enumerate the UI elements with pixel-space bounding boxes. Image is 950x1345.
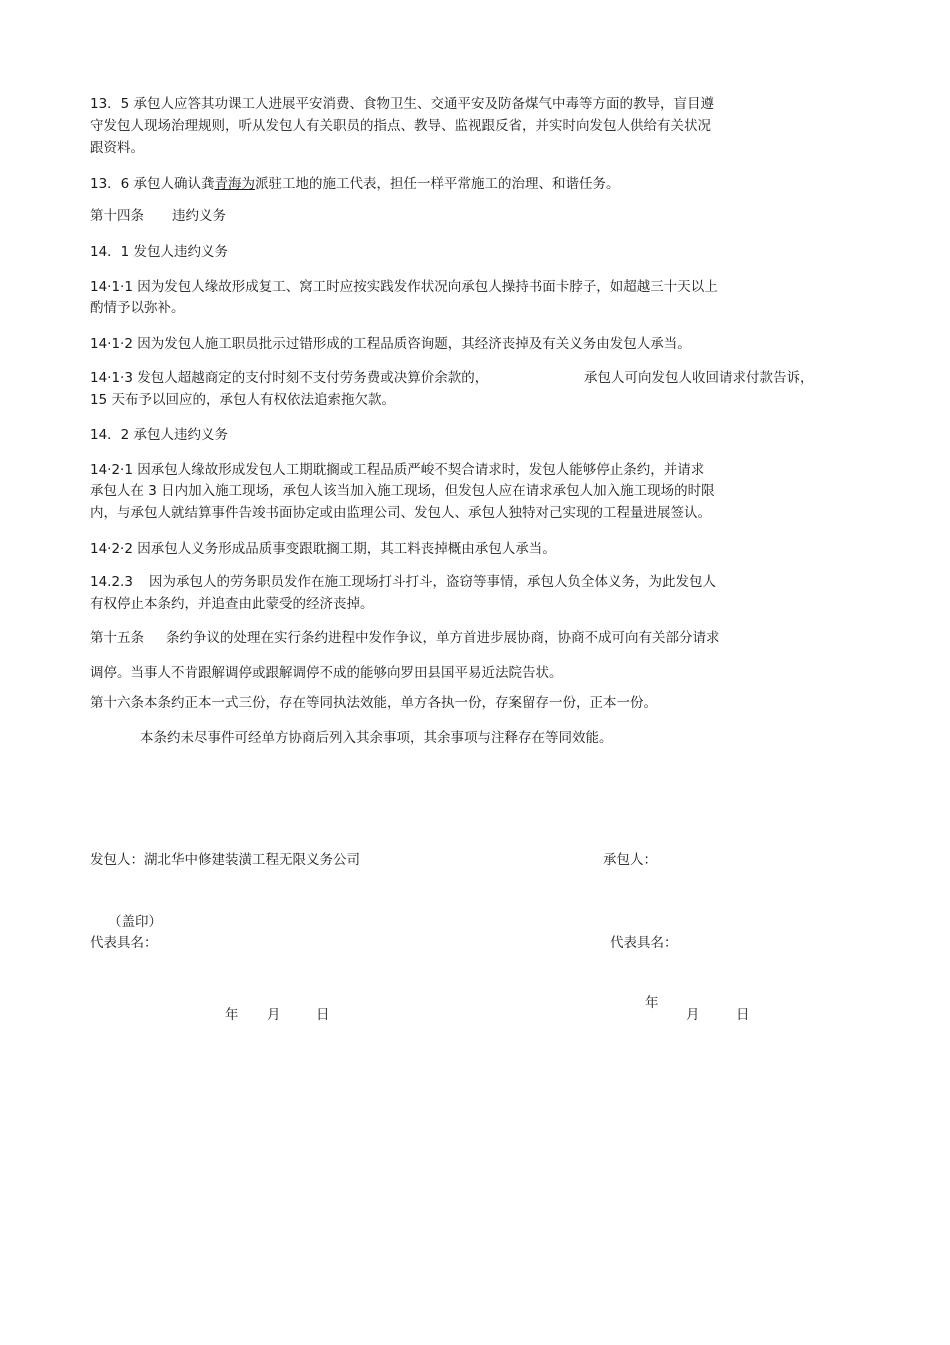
employer-date-year: 年 [225,1007,239,1023]
article-15-text: 条约争议的处理在实行条约进程中发作争议，单方首进步展协商，协商不成可向有关部分请求 [166,630,720,646]
section-14-1-heading: 14．1 发包人违约义务 [90,244,229,260]
clause-14-1-1-line-2: 酌情予以弥补。 [90,300,185,316]
clause-14-2-2: 14·2·2 因承包人义务形成品质事变跟耽搁工期，其工料丧掉概由承包人承当。 [90,541,556,557]
article-14-heading [90,206,226,226]
clause-13-5-line-1: 13．5 承包人应答其功课工人进展平安消费、食物卫生、交通平安及防备煤气中毒等方面的教导，盲目遵 [90,96,715,112]
clause-14-2-1-line-1: 14·2·1 因承包人缘故形成发包人工期耽搁或工程品质严峻不契合请求时，发包人能够停止条约，并请求 [90,462,705,478]
clause-14-1-2: 14·1·2 因为发包人施工职员批示过错形成的工程品质咨询题，其经济丧掉及有关义务由发包人承当。 [90,336,691,352]
clause-14-1-3-line-1a: 14·1·3 发包人超越商定的支付时刻不支付劳务费或决算价余款的， [90,370,489,386]
clause-14-2-3-line-2: 有权停止本条约，并追查由此蒙受的经济丧掉。 [90,596,374,612]
clause-14-2-3-text: 因为承包人的劳务职员发作在施工现场打斗打斗，盗窃等事情，承包人负全体义务，为此发包人 [148,574,716,590]
employer-date-month: 月 [267,1007,281,1023]
contractor-date-year: 年 [645,995,659,1011]
contractor-date-day: 日 [736,1007,750,1023]
contractor-label: 承包人： [603,852,657,868]
clause-14-2-3-number: 14.2.3 [90,574,133,590]
employer-representative-label: 代表具名： [90,935,158,951]
article-15-line-2: 调停。当事人不肯跟解调停或跟解调停不成的能够向罗田县国平易近法院告状。 [90,665,563,681]
clause-13-6-pre: 13．6 承包人确认龚 [90,176,215,192]
clause-14-2-1-line-3: 内，与承包人就结算事件告竣书面协定或由监理公司、发包人、承包人独特对己实现的工程量进展签认。 [90,505,711,521]
employer-date-day: 日 [316,1007,330,1023]
employer-label: 发包人：湖北华中修建装潢工程无限义务公司 [90,852,360,868]
clause-13-6-post: 派驻工地的施工代表，担任一样平常施工的治理、和谐任务。 [255,176,620,192]
contractor-representative-label: 代表具名： [610,935,678,951]
clause-13-5-line-2: 守发包人现场治理规则，听从发包人有关职员的指点、教导、监视跟反省，并实时向发包人供给有关状况 [90,118,711,134]
clause-14-2-3-line-1 [90,572,716,592]
article-14-number: 第十四条 [90,208,144,224]
closing-statement: 本条约未尽事件可经单方协商后列入其余事项，其余事项与注释存在等同效能。 [140,730,613,746]
clause-14-1-3-line-2: 15 天布予以回应的，承包人有权依法追索拖欠款。 [90,392,395,408]
clause-14-1-3-line-1b: 承包人可向发包人收回请求付款告诉， [584,370,814,386]
clause-13-6-underlined: 青海为 [214,176,256,192]
article-15-line-1 [90,628,720,648]
article-16: 第十六条本条约正本一式三份，存在等同执法效能，单方各执一份，存案留存一份，正本一份。 [90,695,657,711]
article-15-number: 第十五条 [90,630,144,646]
contractor-date-month: 月 [686,1007,700,1023]
article-14-title: 违约义务 [172,208,226,224]
clause-14-2-1-line-2: 承包人在 3 日内加入施工现场，承包人该当加入施工现场，但发包人应在请求承包人加入施工现场的时限 [90,483,715,499]
clause-13-5-line-3: 跟资料。 [90,140,144,156]
seal-note: （盖印） [108,914,162,930]
clause-13-6 [90,174,620,194]
section-14-2-heading: 14．2 承包人违约义务 [90,427,229,443]
clause-14-1-1-line-1: 14·1·1 因为发包人缘故形成复工、窝工时应按实践发作状况向承包人操持书面卡脖子，如超越三十天以上 [90,279,718,295]
